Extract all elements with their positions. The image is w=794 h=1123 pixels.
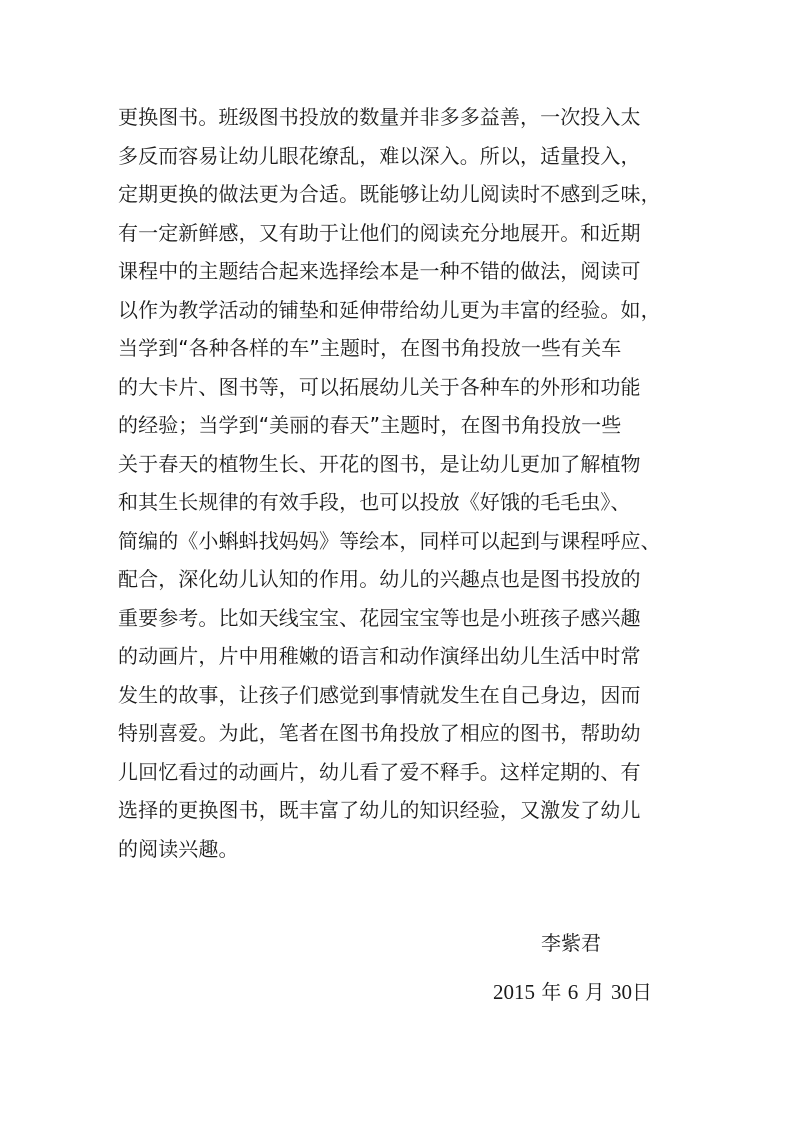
text-line: 定期更换的做法更为合适。既能够让幼儿阅读时不感到乏味，	[118, 182, 661, 206]
date-month-unit: 月	[584, 980, 605, 1004]
text-line: 的大卡片、图书等，可以拓展幼儿关于各种车的外形和功能	[118, 374, 641, 399]
text-line: 更换图书。班级图书投放的数量并非多多益善，一次投入太	[118, 105, 641, 129]
author-signature: 李紫君	[541, 931, 601, 955]
text-line: 简编的《小蝌蚪找妈妈》等绘本，同样可以起到与课程呼应、	[118, 528, 661, 553]
text-line: 多反而容易让幼儿眼花缭乱，难以深入。所以，适量投入，	[118, 143, 641, 168]
text-line: 关于春天的植物生长、开花的图书，是让幼儿更加了解植物	[118, 451, 641, 476]
date-year: 2015	[493, 980, 535, 1004]
text-line: 配合，深化幼儿认知的作用。幼儿的兴趣点也是图书投放的	[118, 567, 641, 591]
text-line: 重要参考。比如天线宝宝、花园宝宝等也是小班孩子感兴趣	[118, 605, 641, 630]
text-line: 课程中的主题结合起来选择绘本是一种不错的做法，阅读可	[118, 259, 641, 283]
date-month: 6	[567, 980, 579, 1004]
signature-date	[493, 973, 652, 1011]
text-line: 的动画片，片中用稚嫩的语言和动作演绎出幼儿生活中时常	[118, 644, 641, 668]
date-day: 30	[610, 980, 632, 1004]
date-year-unit: 年	[541, 980, 562, 1004]
text-line: 儿回忆看过的动画片，幼儿看了爱不释手。这样定期的、有	[118, 759, 641, 784]
date-day-unit: 日	[631, 980, 652, 1004]
text-line: 特别喜爱。为此，笔者在图书角投放了相应的图书，帮助幼	[118, 721, 641, 745]
text-line: 的经验；当学到“美丽的春天”主题时，在图书角投放一些	[118, 413, 622, 437]
body-paragraph	[118, 98, 678, 868]
text-line: 当学到“各种各样的车”主题时，在图书角投放一些有关车	[118, 336, 622, 360]
text-line: 和其生长规律的有效手段，也可以投放《好饿的毛毛虫》、	[118, 490, 631, 514]
text-line: 以作为教学活动的铺垫和延伸带给幼儿更为丰富的经验。如，	[118, 297, 661, 322]
text-line: 有一定新鲜感，又有助于让他们的阅读充分地展开。和近期	[118, 220, 641, 245]
text-line: 发生的故事，让孩子们感觉到事情就发生在自己身边，因而	[118, 682, 641, 707]
text-line: 选择的更换图书，既丰富了幼儿的知识经验，又激发了幼儿	[118, 798, 641, 822]
text-line: 的阅读兴趣。	[118, 836, 239, 861]
